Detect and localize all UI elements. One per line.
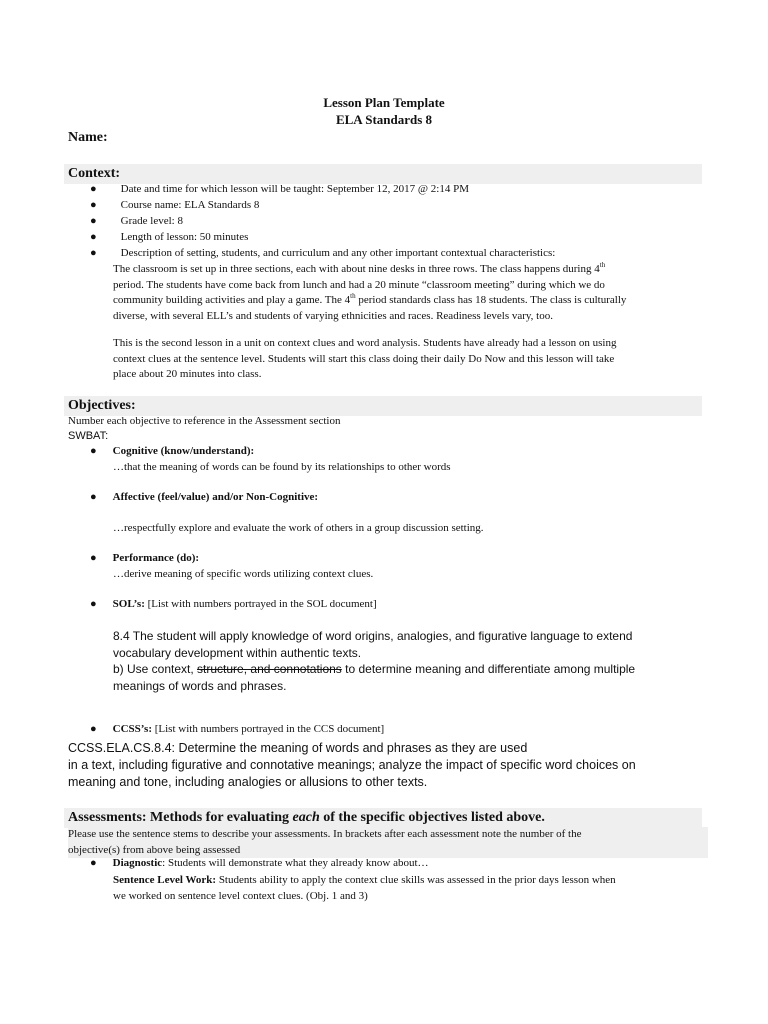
context-item-date: ● Date and time for which lesson will be taught: September 12, 2017 @ 2:14 PM xyxy=(90,183,469,195)
assessment-sentence-level-work: Sentence Level Work: Students ability to apply the context clue skills was assessed in the prior days lesson when we worked on sentence level context clues. (Obj. 1 and 3) xyxy=(113,874,616,902)
assessment-diagnostic: ● Diagnostic: Students will demonstrate what they already know about… xyxy=(90,857,429,869)
objectives-heading: Objectives: xyxy=(64,396,702,416)
objective-performance-text: …derive meaning of specific words utilizing context clues. xyxy=(113,568,374,580)
context-description-p1: The classroom is set up in three sections, each with about nine desks in three rows. The class happens during 4th period. The students have come back from lunch and had a 20 minute “classroom meeting” during which we do community building activities and play a game. The 4th period standards class has 18 students. The class is culturally diverse, with several ELL’s and students of varying ethnicities and races. Readiness levels vary, too. xyxy=(113,261,627,322)
objective-ccss: ● CCSS’s: [List with numbers portrayed in the CCS document] xyxy=(90,723,384,735)
objective-cognitive-text: …that the meaning of words can be found by its relationships to other words xyxy=(113,461,451,473)
objectives-note: Number each objective to reference in the Assessment section xyxy=(68,415,341,427)
document-subtitle: ELA Standards 8 xyxy=(335,112,433,127)
objective-sol: ● SOL’s: [List with numbers portrayed in the SOL document] xyxy=(90,598,377,610)
objective-affective-text: …respectfully explore and evaluate the work of others in a group discussion setting. xyxy=(113,522,484,534)
objective-performance: ● Performance (do): xyxy=(90,552,199,564)
context-description-p2: This is the second lesson in a unit on context clues and word analysis. Students have already had a lesson on using context clues at the sentence level. Students will start this class doing their daily Do Now and this lesson will take place about 20 minutes into class. xyxy=(113,337,617,380)
context-item-course: ● Course name: ELA Standards 8 xyxy=(90,199,259,211)
objective-cognitive: ● Cognitive (know/understand): xyxy=(90,445,254,457)
context-heading: Context: xyxy=(64,164,702,184)
sol-standard-text: 8.4 The student will apply knowledge of word origins, analogies, and figurative language to extend vocabulary development within authentic texts. b) Use context, structure, and connotations to determine meaning and differentiate among multiple meanings of words and phrases. xyxy=(113,629,636,693)
strikethrough-text: structure, and connotations xyxy=(197,662,342,676)
context-item-grade: ● Grade level: 8 xyxy=(90,215,183,227)
assessments-note: Please use the sentence stems to describe your assessments. In brackets after each assessment note the number of the objective(s) from above being assessed xyxy=(68,827,708,858)
context-item-length: ● Length of lesson: 50 minutes xyxy=(90,231,248,243)
context-item-description: ● Description of setting, students, and curriculum and any other important contextual characteristics: xyxy=(90,247,555,259)
name-label: Name: xyxy=(68,130,108,145)
document-title: Lesson Plan Template xyxy=(323,95,445,110)
ccss-standard-text: CCSS.ELA.CS.8.4: Determine the meaning of words and phrases as they are used in a text, including figurative and connotative meanings; analyze the impact of specific word choices on meaning and tone, including analogies or allusions to other texts. xyxy=(68,741,636,789)
assessments-heading: Assessments: Methods for evaluating each of the specific objectives listed above. xyxy=(64,808,702,828)
objective-affective: ● Affective (feel/value) and/or Non-Cognitive: xyxy=(90,491,318,503)
swbat-label: SWBAT: xyxy=(68,430,109,442)
